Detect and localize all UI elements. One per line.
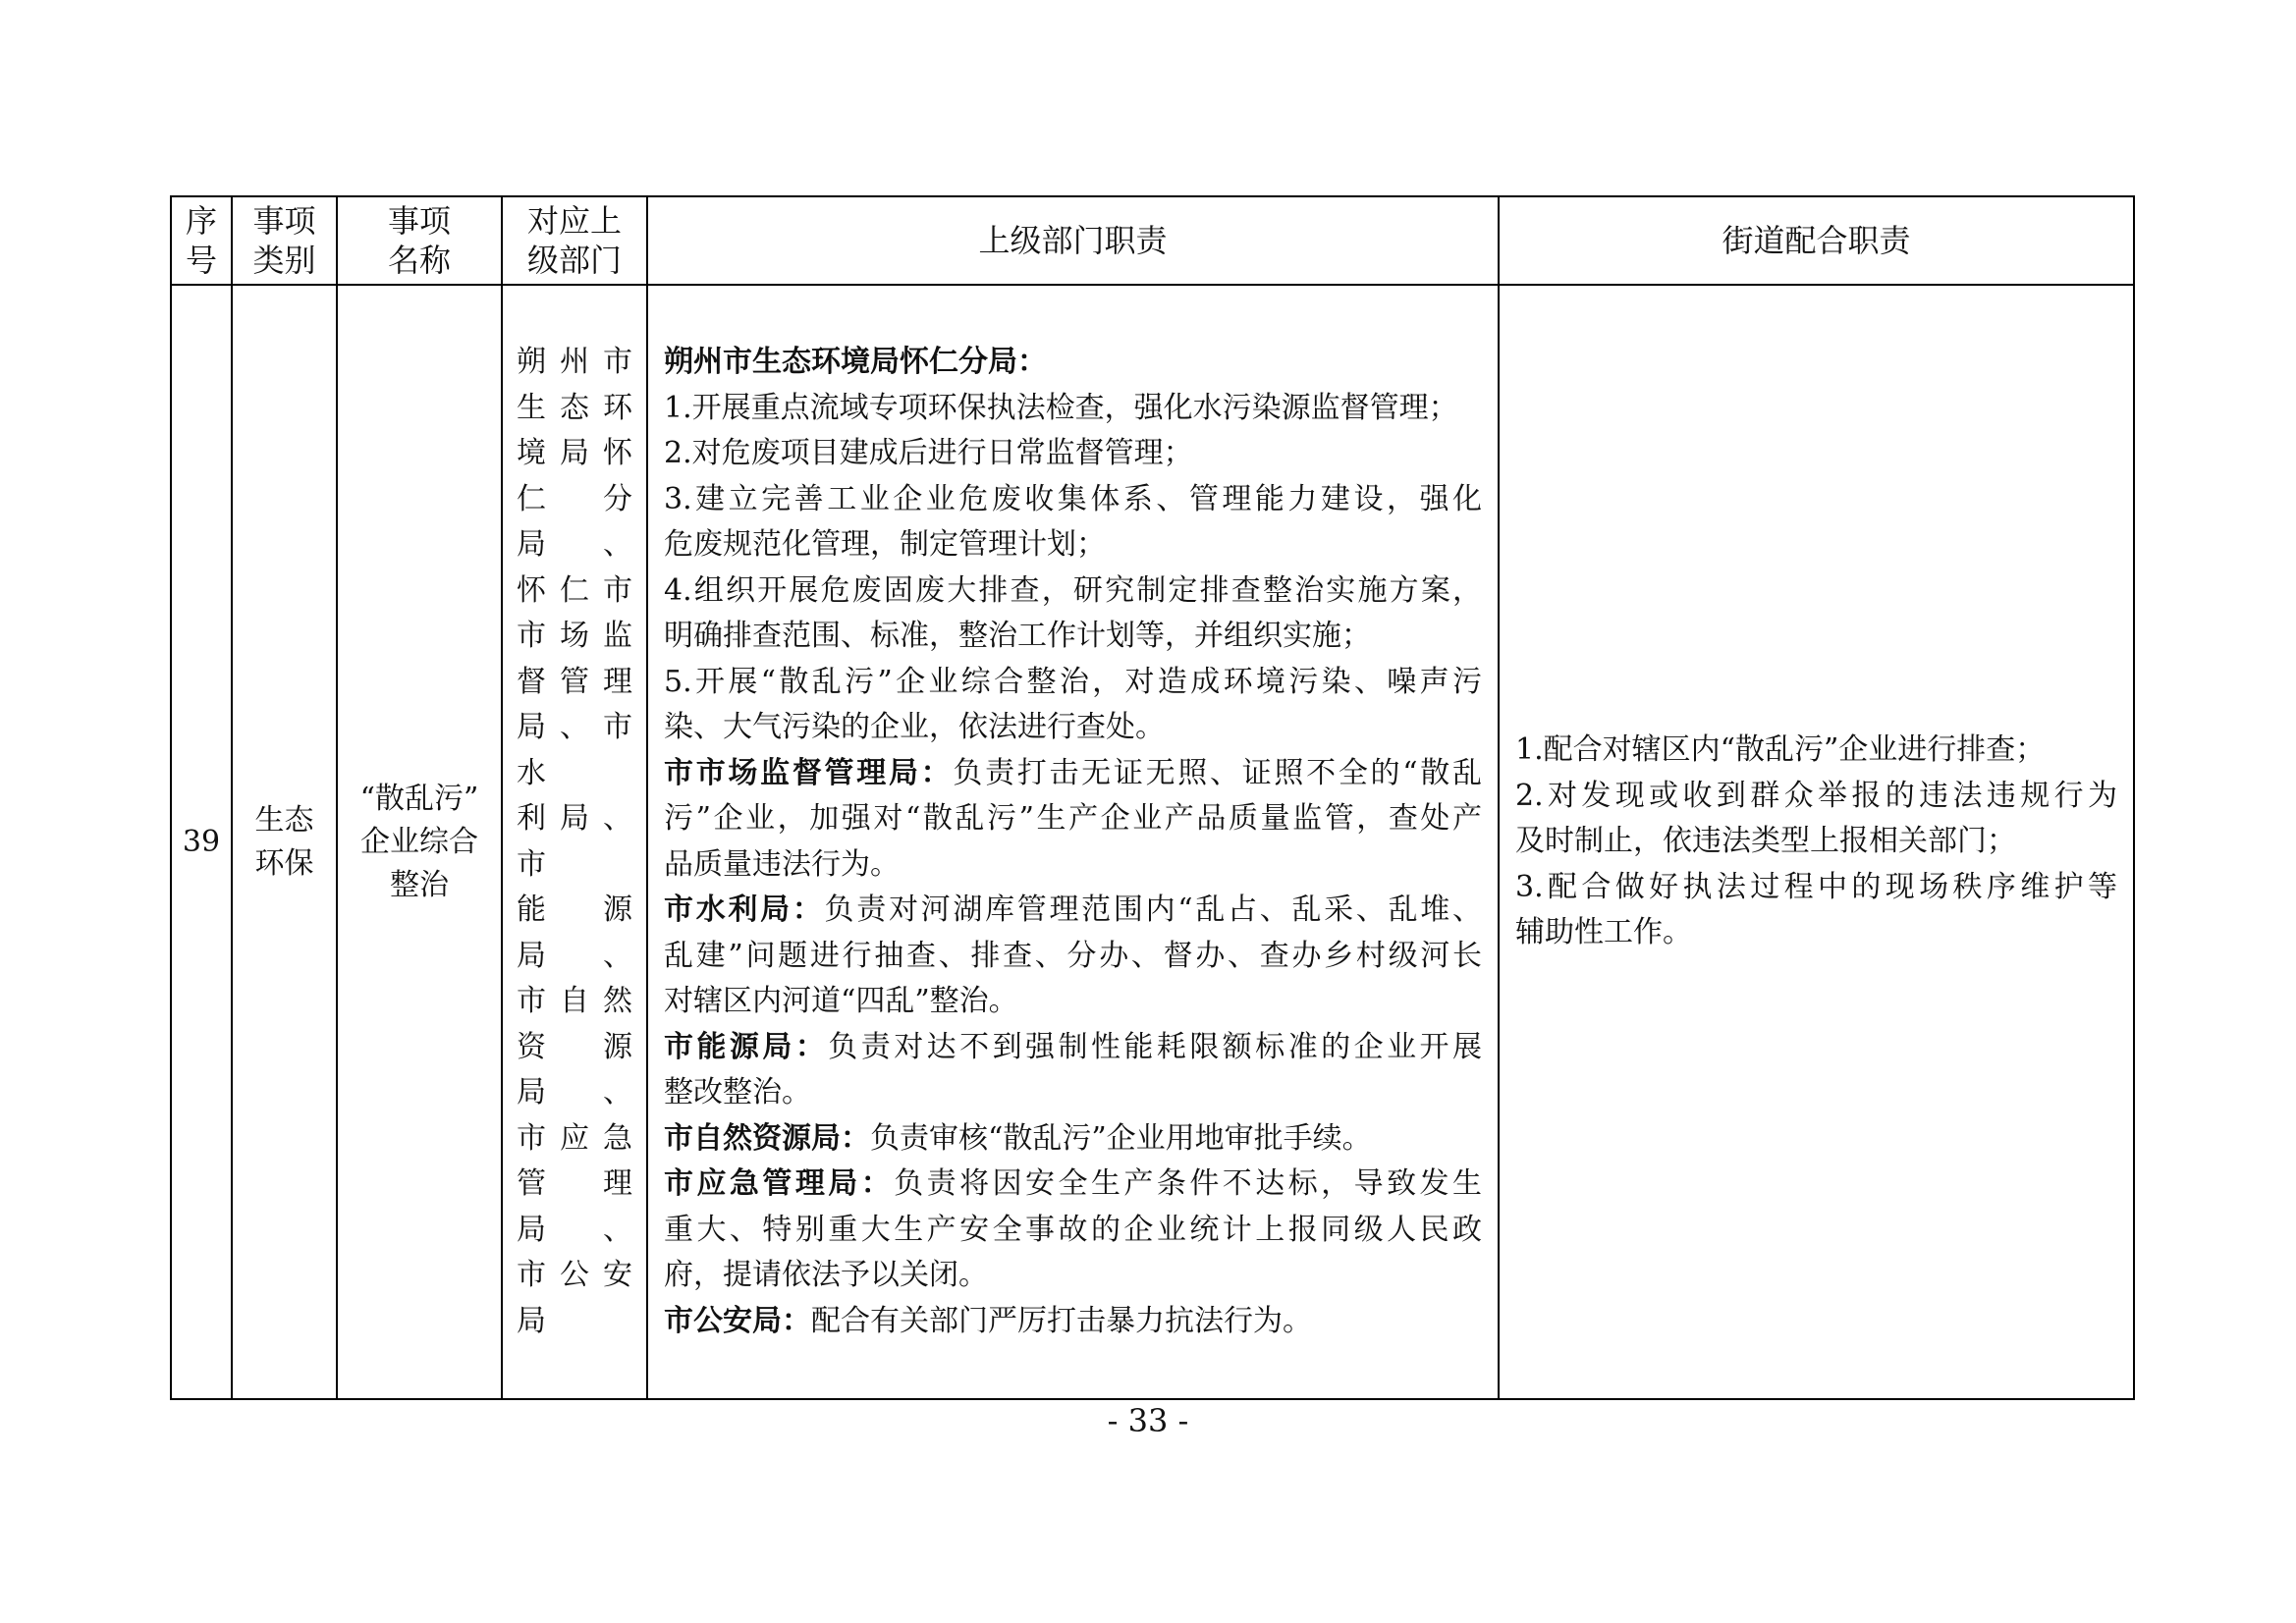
name-line: 企业综合 [360, 824, 478, 859]
duty-line [664, 660, 1482, 706]
department-line: 朔 州 市 [517, 345, 632, 379]
duty-line [664, 934, 1482, 980]
header-text: 事项 [252, 202, 316, 240]
department-line: 利局、市 [517, 801, 632, 882]
duty-line [664, 1025, 1482, 1071]
category-line: 环保 [254, 845, 314, 881]
department-line: 仁分局、 [517, 481, 632, 562]
duty-text: 负责对河湖库管理范围内“乱占、乱采、乱堆、 [824, 893, 1482, 927]
table-header-row [171, 196, 2134, 285]
header-item-category [232, 196, 337, 285]
street-duties-list [1515, 728, 2117, 956]
department-heading: 市能源局： [664, 1029, 829, 1064]
cell-item-category [232, 285, 337, 1399]
duty-line [664, 1299, 1482, 1345]
department-heading: 市公安局： [664, 1303, 811, 1338]
duty-line [664, 522, 1482, 568]
duty-text: 品质量违法行为。 [664, 846, 900, 882]
department-heading: 市应急管理局： [664, 1166, 895, 1201]
duty-line [664, 1253, 1482, 1299]
duty-text: 负责将因安全生产条件不达标，导致发生 [894, 1166, 1482, 1201]
department-line: 市 自 然 [517, 984, 632, 1018]
duty-text: 染、大气污染的企业，依法进行查处。 [664, 710, 1165, 744]
duty-line [664, 1208, 1482, 1254]
responsibility-table [170, 195, 2135, 1400]
duty-line [664, 1070, 1482, 1116]
department-line: 局、市水 [517, 710, 632, 790]
department-heading: 朔州市生态环境局怀仁分局： [664, 345, 1047, 379]
department-line: 局 [517, 1303, 546, 1338]
cell-serial-number: 39 [171, 285, 232, 1399]
duty-line [664, 796, 1482, 842]
department-line: 市 公 安 [517, 1258, 632, 1292]
department-line: 生 态 环 [517, 390, 632, 425]
duty-text: 府，提请依法予以关闭。 [664, 1258, 988, 1292]
header-text: 街道配合职责 [1722, 222, 1911, 259]
duty-line [664, 979, 1482, 1025]
header-superior-department [502, 196, 647, 285]
header-text: 上级部门职责 [978, 222, 1168, 259]
header-superior-duties [647, 196, 1499, 285]
header-text: 对应上 [526, 202, 622, 240]
department-line: 市 应 急 [517, 1120, 632, 1156]
duty-line [664, 614, 1482, 660]
duty-text: 污”企业，加强对“散乱污”生产企业产品质量监管，查处产 [664, 801, 1482, 836]
header-serial-number [171, 196, 232, 285]
duty-text: 危废规范化管理，制定管理计划； [664, 527, 1106, 562]
duty-text: 3.建立完善工业企业危废收集体系、管理能力建设，强化 [664, 481, 1482, 516]
duty-text: 4.组织开展危废固废大排查，研究制定排查整治实施方案， [664, 572, 1482, 608]
table-row [171, 285, 2134, 1399]
duty-text: 重大、特别重大生产安全事故的企业统计上报同级人民政 [664, 1212, 1482, 1247]
cell-street-duties [1499, 285, 2134, 1399]
street-duty-line: 辅助性工作。 [1515, 915, 1692, 950]
header-text: 号 [185, 242, 217, 279]
duty-line [664, 568, 1482, 615]
header-text: 级部门 [526, 242, 622, 279]
category-line: 生态 [254, 802, 314, 838]
department-line: 督 管 理 [517, 664, 632, 699]
header-item-name [337, 196, 502, 285]
street-duty-line: 及时制止，依违法类型上报相关部门； [1515, 824, 2016, 859]
duty-line [664, 842, 1482, 889]
header-text: 事项 [387, 202, 451, 240]
department-heading: 市自然资源局： [664, 1120, 870, 1156]
department-heading: 市市场监督管理局： [664, 755, 954, 790]
name-line: “散乱污” [359, 781, 479, 816]
duty-line [664, 705, 1482, 751]
duty-line [664, 1116, 1482, 1163]
cell-superior-duties [647, 285, 1499, 1399]
department-line: 资源局、 [517, 1029, 632, 1109]
duty-text: 2.对危废项目建成后进行日常监督管理； [664, 436, 1193, 470]
header-text: 类别 [252, 242, 316, 279]
duty-text: 整改整治。 [664, 1075, 811, 1109]
duty-line [664, 431, 1482, 477]
department-heading: 市水利局： [664, 893, 825, 927]
duty-text: 负责审核“散乱污”企业用地审批手续。 [870, 1120, 1372, 1156]
superior-duties-list [664, 340, 1482, 1344]
department-line: 怀 仁 市 [517, 572, 632, 608]
header-text: 序 [185, 202, 217, 240]
duty-text: 乱建”问题进行抽查、排查、分办、督办、查办乡村级河长 [664, 938, 1482, 973]
duty-line [664, 477, 1482, 523]
duty-line [664, 386, 1482, 432]
name-line: 整治 [390, 867, 449, 902]
department-line: 能源局、 [517, 893, 632, 973]
department-line: 市 场 监 [517, 619, 632, 653]
cell-superior-department [502, 285, 647, 1399]
duty-text: 1.开展重点流域专项环保执法检查，强化水污染源监督管理； [664, 390, 1458, 425]
duty-text: 明确排查范围、标准，整治工作计划等，并组织实施； [664, 619, 1371, 653]
duty-line [664, 751, 1482, 797]
header-text: 名称 [387, 242, 451, 279]
header-street-duties [1499, 196, 2134, 285]
page-number: - 33 - [1107, 1402, 1189, 1439]
duty-text: 负责打击无证无照、证照不全的“散乱 [953, 755, 1482, 790]
duty-text: 5.开展“散乱污”企业综合整治，对造成环境污染、噪声污 [664, 664, 1482, 699]
street-duty-line: 2.对发现或收到群众举报的违法违规行为 [1515, 778, 2117, 813]
department-line: 管理局、 [517, 1166, 632, 1247]
department-list [517, 340, 632, 1344]
duty-line [664, 1162, 1482, 1208]
department-line: 境 局 怀 [517, 436, 632, 470]
cell-item-name [337, 285, 502, 1399]
duty-text: 对辖区内河道“四乱”整治。 [664, 984, 1018, 1018]
duty-text: 负责对达不到强制性能耗限额标准的企业开展 [828, 1029, 1482, 1064]
street-duty-line: 1.配合对辖区内“散乱污”企业进行排查； [1515, 732, 2046, 768]
street-duty-line: 3.配合做好执法过程中的现场秩序维护等 [1515, 869, 2117, 904]
duty-line [664, 888, 1482, 934]
duty-line [664, 340, 1482, 386]
duty-text: 配合有关部门严厉打击暴力抗法行为。 [811, 1303, 1312, 1338]
